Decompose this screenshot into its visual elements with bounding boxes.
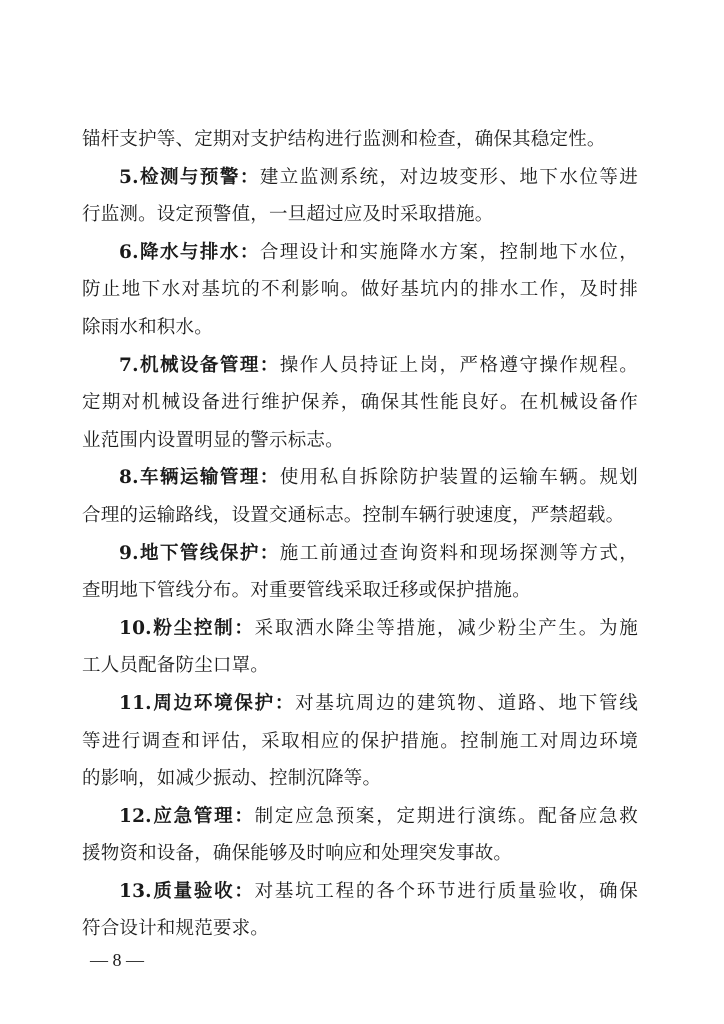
text-line: 6.降水与排水：合理设计和实施降水方案，控制地下水位， bbox=[119, 241, 638, 263]
paragraph-heading: 13.质量验收： bbox=[119, 880, 255, 902]
paragraph-heading: 9.地下管线保护： bbox=[119, 542, 280, 564]
paragraph-heading: 6.降水与排水： bbox=[119, 241, 260, 263]
text-line: 10.粉尘控制：采取洒水降尘等措施，减少粉尘产生。为施 bbox=[119, 617, 638, 639]
paragraph-heading: 10.粉尘控制： bbox=[119, 617, 255, 639]
text-line: 的影响，如减少振动、控制沉降等。 bbox=[82, 768, 382, 790]
text-line: 防止地下水对基坑的不利影响。做好基坑内的排水工作，及时排 bbox=[82, 279, 638, 301]
paragraph-heading: 11.周边环境保护： bbox=[119, 692, 296, 714]
text-line: 合理的运输路线，设置交通标志。控制车辆行驶速度，严禁超载。 bbox=[82, 504, 625, 526]
text-line: 业范围内设置明显的警示标志。 bbox=[82, 429, 344, 451]
text-line: 11.周边环境保护：对基坑周边的建筑物、道路、地下管线 bbox=[119, 692, 638, 714]
text-line: 工人员配备防尘口罩。 bbox=[82, 655, 270, 677]
text-line: 援物资和设备，确保能够及时响应和处理突发事故。 bbox=[82, 843, 513, 865]
text-line: 行监测。设定预警值，一旦超过应及时采取措施。 bbox=[82, 204, 494, 226]
page-number: — 8 — bbox=[90, 950, 144, 970]
text-line: 5.检测与预警：建立监测系统，对边坡变形、地下水位等进 bbox=[119, 166, 638, 188]
text-line: 锚杆支护等、定期对支护结构进行监测和检查，确保其稳定性。 bbox=[82, 129, 606, 150]
paragraph-heading: 5.检测与预警： bbox=[119, 166, 260, 188]
text-line: 9.地下管线保护：施工前通过查询资料和现场探测等方式， bbox=[119, 542, 638, 564]
text-line: 13.质量验收：对基坑工程的各个环节进行质量验收，确保 bbox=[119, 880, 638, 902]
body-text bbox=[82, 121, 638, 948]
text-line: 定期对机械设备进行维护保养，确保其性能良好。在机械设备作 bbox=[82, 392, 638, 414]
text-line: 7.机械设备管理：操作人员持证上岗，严格遵守操作规程。 bbox=[119, 354, 638, 376]
text-line: 12.应急管理：制定应急预案，定期进行演练。配备应急救 bbox=[119, 805, 638, 827]
paragraph-heading: 12.应急管理： bbox=[119, 805, 255, 827]
text-line: 查明地下管线分布。对重要管线采取迁移或保护措施。 bbox=[82, 580, 531, 602]
text-line: 8.车辆运输管理：使用私自拆除防护装置的运输车辆。规划 bbox=[119, 467, 638, 489]
text-line: 等进行调查和评估，采取相应的保护措施。控制施工对周边环境 bbox=[82, 730, 638, 752]
text-line: 符合设计和规范要求。 bbox=[82, 918, 270, 940]
paragraph-heading: 7.机械设备管理： bbox=[119, 354, 280, 376]
text-line: 除雨水和积水。 bbox=[82, 316, 213, 338]
paragraph-heading: 8.车辆运输管理： bbox=[119, 467, 280, 489]
